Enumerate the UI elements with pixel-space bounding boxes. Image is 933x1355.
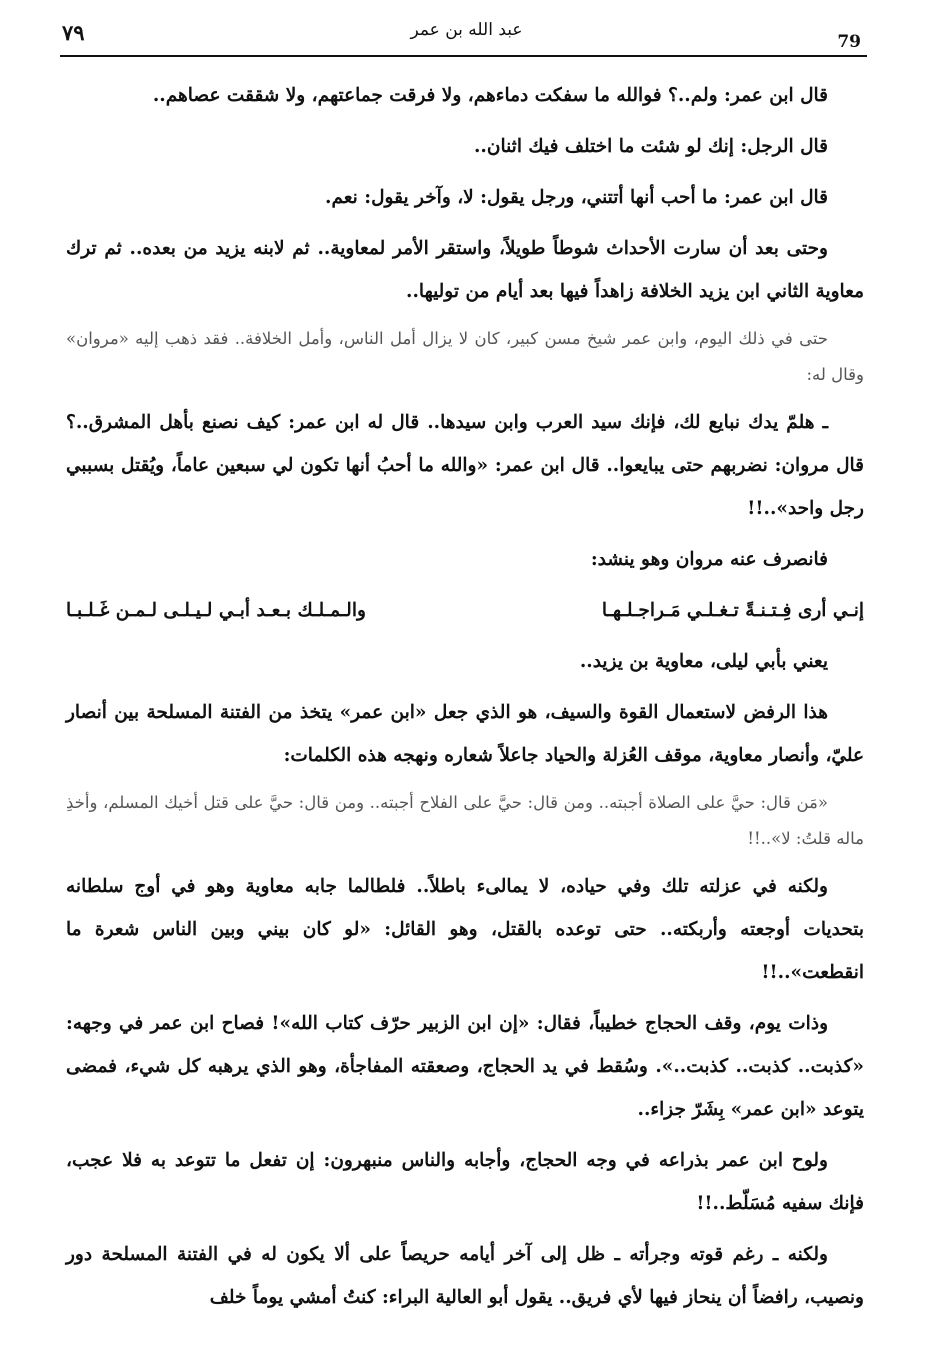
paragraph: هذا الرفض لاستعمال القوة والسيف، هو الذي جعل «ابن عمر» يتخذ من الفتنة المسلحة بين أنصار عليّ، وأنصار معاوية، موقف العُزلة والحياد جاعلاً شعاره ونهجه هذه الكلمات:: [66, 702, 864, 766]
running-header-title: عبد الله بن عمر: [410, 20, 523, 40]
paragraph: وحتى بعد أن سارت الأحداث شوطاً طويلاً، واستقر الأمر لمعاوية.. ثم لابنه يزيد من بعده.. ثم ترك معاوية الثاني ابن يزيد الخلافة زاهداً فيها بعد أيام من توليها..: [66, 238, 864, 302]
paragraph: وذات يوم، وقف الحجاج خطيباً، فقال: «إن ابن الزبير حرّف كتاب الله»! فصاح ابن عمر في وجهه: «كذبت.. كذبت.. كذبت..». وسُقط في يد الحجاج، وصعقته المفاجأة، وهو الذي يرهبه كل شيء، فمضى يتوعد «ابن عمر» بِشَرّ جزاء..: [66, 1013, 864, 1120]
page-number-arabic: ٧٩: [62, 20, 85, 45]
paragraph: ولوح ابن عمر بذراعه في وجه الحجاج، وأجابه والناس منبهرون: إن تفعل ما تتوعد به فلا عجب، فإنك سفيه مُسَلّط..!!: [66, 1150, 864, 1214]
paragraph: ـ هلمّ يدك نبايع لك، فإنك سيد العرب وابن سيدها.. قال له ابن عمر: كيف نصنع بأهل المشرق..؟ قال مروان: نضربهم حتى يبايعوا.. قال ابن عمر: «والله ما أحبُ أنها تكون لي سبعين عاماً، ويُقتل بسببي رجل واحد»..!!: [66, 412, 864, 519]
verse-first-hemistich: إنـي أرى فِـتـنـةً تـغـلـي مَـراجـلـهـا: [601, 600, 864, 621]
verse-second-hemistich: والـمـلـك بـعـد أبـي لـيـلـى لـمـن غَـلـبـا: [66, 600, 366, 621]
page-body: [66, 74, 864, 1327]
paragraph: قال ابن عمر: ولم..؟ فوالله ما سفكت دماءهم، ولا فرقت جماعتهم، ولا شققت عصاهم..: [152, 85, 828, 106]
poem-verse: [66, 589, 864, 632]
paragraph: فانصرف عنه مروان وهو ينشد:: [590, 549, 828, 570]
paragraph: يعني بأبي ليلى، معاوية بن يزيد..: [579, 651, 828, 672]
paragraph: قال الرجل: إنك لو شئت ما اختلف فيك اثنان..: [473, 136, 828, 157]
header-rule: [60, 55, 867, 57]
paragraph: ولكنه ـ رغم قوته وجرأته ـ ظل إلى آخر أيامه حريصاً على ألا يكون له في الفتنة المسلحة دور ونصيب، رافضاً أن ينحاز فيها لأي فريق.. يقول أبو العالية البراء: كنتُ أمشي يوماً خلف: [66, 1244, 864, 1308]
quotation: «مَن قال: حيَّ على الصلاة أجبته.. ومن قال: حيَّ على الفلاح أجبته.. ومن قال: حيَّ على قتل أخيك المسلم، وأخذِ ماله قلتُ: لا»..!!: [66, 793, 864, 848]
paragraph: ولكنه في عزلته تلك وفي حياده، لا يمالىء باطلاً.. فلطالما جابه معاوية وهو في أوج سلطانه بتحديات أوجعته وأربكته.. حتى توعده بالقتل، وهو القائل: «لو كان بيني وبين الناس شعرة ما انقطعت»..!!: [66, 876, 864, 983]
paragraph: قال ابن عمر: ما أحب أنها أتتني، ورجل يقول: لا، وآخر يقول: نعم.: [325, 187, 828, 208]
page-number-latin: 79: [837, 32, 861, 52]
paragraph: حتى في ذلك اليوم، وابن عمر شيخ مسن كبير، كان لا يزال أمل الناس، وأمل الخلافة.. فقد ذهب إليه «مروان» وقال له:: [66, 329, 864, 384]
